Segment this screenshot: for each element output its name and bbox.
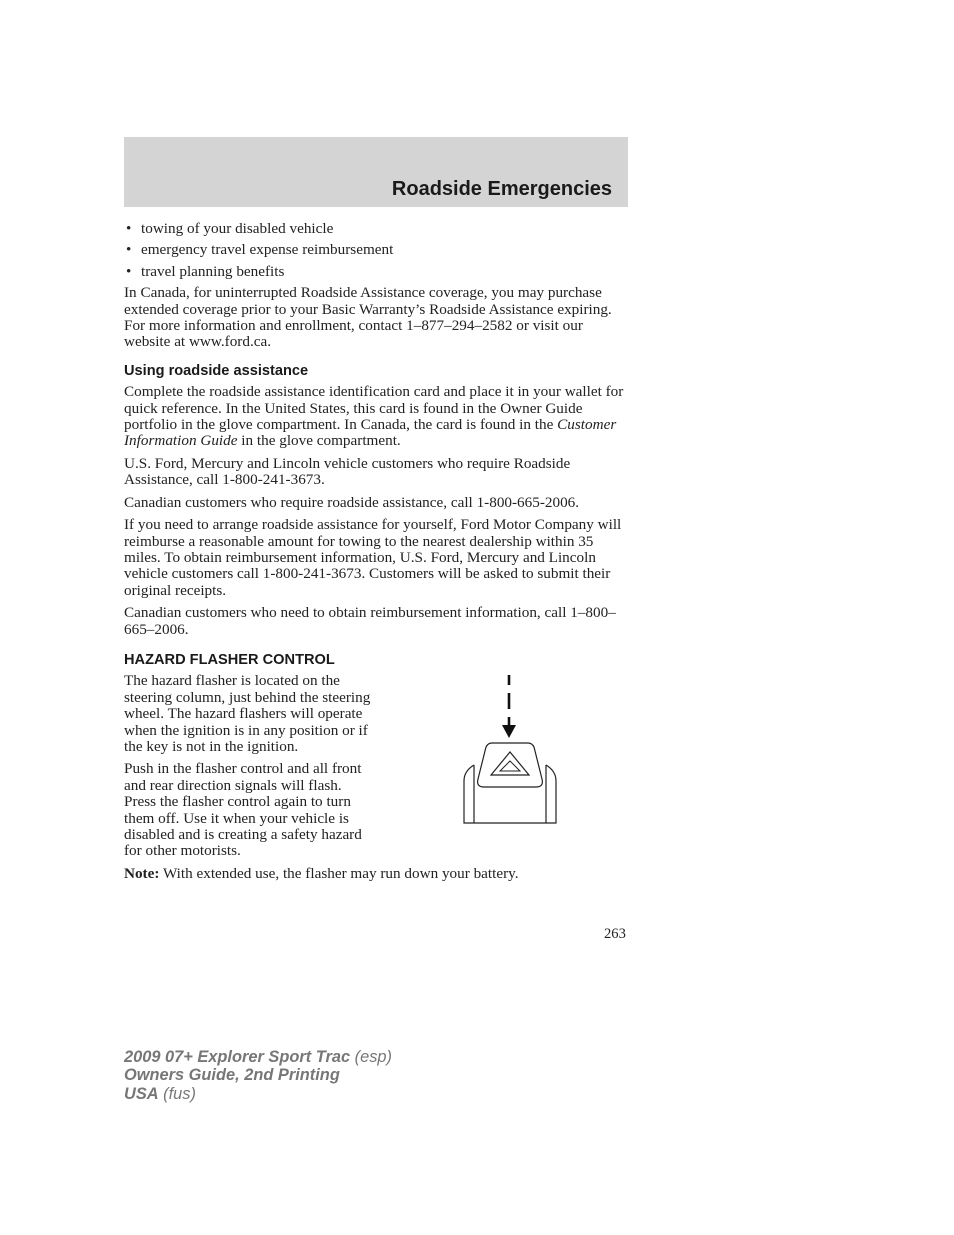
footer-line-3: USA (fus) bbox=[124, 1084, 196, 1103]
print-footer bbox=[124, 1048, 392, 1103]
canada-paragraph: In Canada, for uninterrupted Roadside Assistance coverage, you may purchase extended coverage prior to your Basic Warranty’s Roadside Assistance expiring. For more information and enrollment, contact 1–877–294–2582 or visit our website at www.ford.ca. bbox=[124, 284, 612, 351]
note-paragraph: Note: With extended use, the flasher may run down your battery. bbox=[124, 864, 519, 882]
hazard-text bbox=[124, 673, 376, 859]
using-paragraph-1: Complete the roadside assistance identification card and place it in your wallet for quick reference. In the United States, this card is found in the Owner Guide portfolio in the glove compartment. In Canada, the card is found in the Customer Information Guide in the glove compartment. bbox=[124, 383, 624, 450]
page-number: 263 bbox=[604, 926, 626, 942]
using-paragraph-3: Canadian customers who require roadside assistance, call 1-800-665-2006. bbox=[124, 493, 580, 511]
benefits-list bbox=[124, 221, 628, 280]
using-paragraph-4: If you need to arrange roadside assistance for yourself, Ford Motor Company will reimburse a reasonable amount for towing to the nearest dealership within 35 miles. To obtain reimbursement information, U.S. Ford, Mercury and Lincoln vehicle customers call 1-800-241-3673. Customers will be asked to submit their original receipts. bbox=[124, 516, 622, 599]
section-title: Roadside Emergencies bbox=[391, 178, 612, 200]
press-arrow-icon bbox=[502, 675, 516, 738]
using-roadside-heading: Using roadside assistance bbox=[124, 362, 309, 379]
using-paragraph-2: U.S. Ford, Mercury and Lincoln vehicle customers who require Roadside Assistance, call 1-800-241-3673. bbox=[124, 454, 571, 489]
hazard-heading: HAZARD FLASHER CONTROL bbox=[124, 651, 335, 668]
page-content bbox=[124, 221, 628, 888]
hazard-button-icon bbox=[478, 743, 543, 787]
hazard-section bbox=[124, 673, 628, 859]
footer-line-1: 2009 07+ Explorer Sport Trac (esp) bbox=[124, 1048, 393, 1066]
list-item: • emergency travel expense reimbursement bbox=[124, 242, 628, 258]
list-item: • towing of your disabled vehicle bbox=[124, 221, 628, 237]
list-item: • travel planning benefits bbox=[124, 264, 628, 280]
hazard-flasher-illustration bbox=[462, 675, 562, 829]
using-paragraph-5: Canadian customers who need to obtain reimbursement information, call 1–800–665–2006. bbox=[124, 604, 616, 638]
footer-line-2: Owners Guide, 2nd Printing bbox=[124, 1066, 340, 1085]
hazard-paragraph-1: The hazard flasher is located on the steering column, just behind the steering wheel. The hazard flashers will operate when the ignition is in any position or if the key is not in the ignition. bbox=[124, 672, 371, 755]
section-header-band bbox=[124, 137, 628, 207]
guide-title: Customer Information Guide bbox=[124, 416, 617, 450]
hazard-paragraph-2: Push in the flasher control and all front and rear direction signals will flash. Press the flasher control again to turn them off. Use it when your vehicle is disabled and is creating a safety hazard for other motorists. bbox=[124, 760, 362, 860]
